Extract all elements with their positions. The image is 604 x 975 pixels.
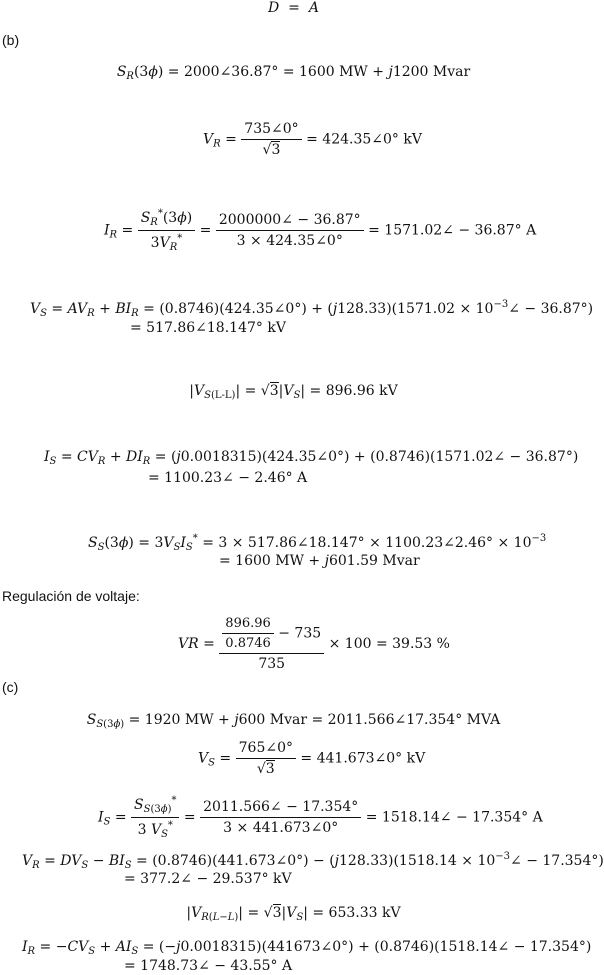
section-label-c: (c) — [2, 679, 19, 695]
equation-ir-c-result: = 1748.73∠ − 43.55° A — [124, 958, 293, 974]
equation-vr-c: $V_R = DV_S - BI_S$ = (0.8746)(441.673∠0°) − $(j128.33)(1518.14 \times 10^{-3}\angle - 17.354^\circ)$ — [22, 851, 604, 871]
equation-sr-3phi: $S_R(3\phi)$ = 2000∠36.87° = 1600 MW + j1200 Mvar — [116, 64, 471, 82]
equation-vr-c-result: = 377.2∠ − 29.537° kV — [124, 871, 292, 887]
equation-ss-result: = 1600 MW + j601.59 Mvar — [219, 553, 420, 569]
equation-ir-c: $I_R = -CV_S + AI_S$ = (−j0.0018315)(441673∠0°) + (0.8746)(1518.14∠ − 17.354°) — [22, 939, 592, 957]
equation-is-c: $I_S$ = $\frac{S_{S(3\phi)}^*}{3 V_S^*}$ = $\frac{2011.566\angle - 17.354^\circ}{3 \times 441.673\angle 0^\circ}$ = 1518.14∠ − 17.354° A — [98, 795, 543, 840]
equation-ss-3phi: $S_S(3\phi) = 3V_SI_S^* = 3$ × 517.86∠18.147° × 1100.23∠2.46° × $10^{-3}$ — [88, 533, 547, 553]
equation-ss-3phi-c: $S_{S(3\phi)} = 1920$ MW + j600 Mvar = 2011.566∠17.354° MVA — [86, 712, 501, 730]
equation-vs: $V_S = AV_R + BI_R$ = (0.8746)(424.35∠0°) + $(j128.33)(1571.02 \times 10^{-3}\angle - 36.87^\circ)$ — [30, 299, 594, 319]
voltage-regulation-label: Regulación de voltaje: — [2, 588, 140, 604]
section-label-b: (b) — [2, 32, 20, 48]
equation-d-equals-a: D = A — [268, 0, 319, 16]
equation-ir: $I_R$ = $\frac{S_R^*(3\phi)}{3V_R^*}$ = $\frac{2000000\angle - 36.87^\circ}{3 \times 424.35\angle 0^\circ}$ = 1571.02∠ − 36.87° A — [104, 208, 537, 253]
equation-vs-c: $V_S$ = $\frac{765\angle 0^\circ}{√3}$ = 441.673∠0° kV — [198, 740, 426, 777]
equation-voltage-regulation: VR = $\frac{896.96}{0.8746}$ − 735 735 × 100 = 39.53 % — [178, 616, 450, 672]
equation-vs-line-line: $|V_{S(L-L)}| = √3|V_S| = 896.96$ kV — [189, 383, 398, 401]
equation-is-result: = 1100.23∠ − 2.46° A — [148, 470, 308, 486]
equation-vr-line-line: $|V_{R(L-L)}| = √3|V_S| = 653.33$ kV — [186, 905, 401, 923]
equation-vs-result: = 517.86∠18.147° kV — [130, 320, 286, 336]
equation-is: $I_S = CV_R + DI_R$ = (j0.0018315)(424.35∠0°) + (0.8746)(1571.02∠ − 36.87°) — [44, 449, 579, 467]
equation-vr: $V_R$ = $\frac{735\angle 0^\circ}{√3}$ = 424.35∠0° kV — [203, 121, 422, 158]
